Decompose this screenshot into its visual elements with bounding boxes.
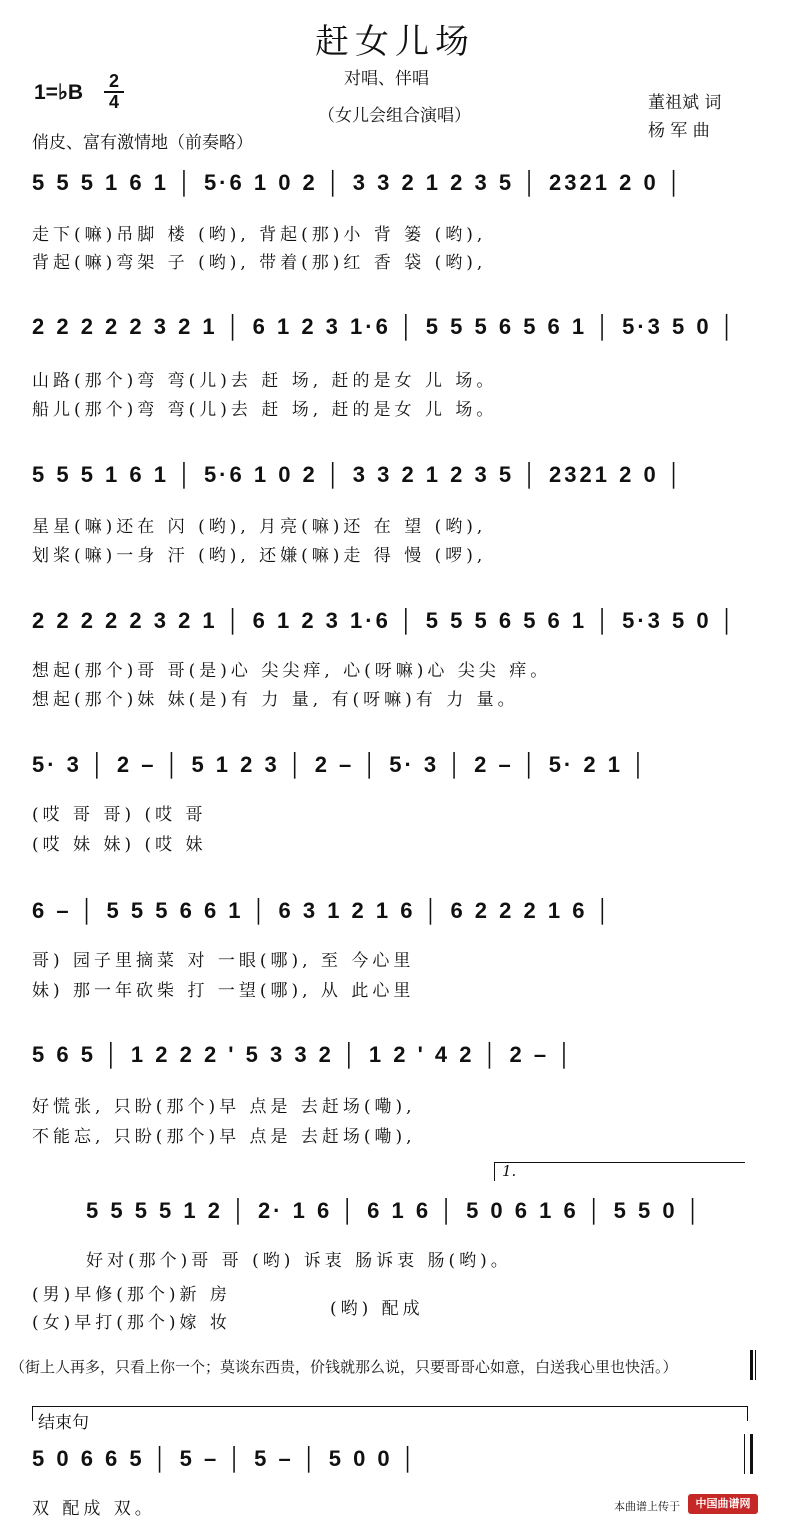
repeat-barline bbox=[750, 1350, 753, 1380]
lyric-line-verse-1: 星星(嘛)还在 闪 (哟), 月亮(嘛)还 在 望 (哟), bbox=[32, 517, 487, 537]
notation-line: 5 5 5 1 6 1 │ 5·6 1 0 2 │ 3 3 2 1 2 3 5 │ 2321 2 0 │ bbox=[32, 462, 685, 487]
lyric-line-verse-2: 船儿(那个)弯 弯(儿)去 赶 场, 赶的是女 儿 场。 bbox=[32, 400, 498, 420]
performer-note: （女儿会组合演唱） bbox=[318, 106, 471, 126]
notation-line: 5 6 5 │ 1 2 2 2 ' 5 3 3 2 │ 1 2 ' 4 2 │ 2 – │ bbox=[32, 1042, 575, 1067]
final-barline-thin bbox=[744, 1434, 745, 1474]
coda-bracket bbox=[32, 1406, 748, 1421]
notation-line: 5 5 5 5 1 2 │ 2· 1 6 │ 6 1 6 │ 5 0 6 1 6 │ 5 5 0 │ bbox=[86, 1198, 704, 1223]
lyric-line-verse-2: (哎 妹 妹) (哎 妹 bbox=[32, 835, 207, 855]
notation-line: 2 2 2 2 2 3 2 1 │ 6 1 2 3 1·6 │ 5 5 5 6 5 6 1 │ 5·3 5 0 │ bbox=[32, 314, 738, 339]
duet-male-line: (男)早修(那个)新 房 bbox=[32, 1285, 231, 1305]
composer-credit: 杨 军 曲 bbox=[648, 121, 710, 141]
final-barline bbox=[750, 1434, 753, 1474]
time-numerator: 2 bbox=[108, 71, 119, 91]
coda-lyric-line: 双 配成 双。 bbox=[32, 1499, 156, 1519]
lyric-line-verse-1: 走下(嘛)吊脚 楼 (哟), 背起(那)小 背 篓 (哟), bbox=[32, 225, 487, 245]
lyric-line: 好对(那个)哥 哥 (哟) 诉衷 肠诉衷 肠(哟)。 bbox=[86, 1251, 512, 1271]
tempo-marking: 俏皮、富有激情地（前奏略） bbox=[32, 133, 253, 153]
lyric-line-verse-1: 山路(那个)弯 弯(儿)去 赶 场, 赶的是女 儿 场。 bbox=[32, 371, 498, 391]
key-signature: 1=♭B bbox=[34, 81, 84, 104]
coda-label: 结束句 bbox=[38, 1413, 89, 1433]
lyric-line-verse-2: 想起(那个)妹 妹(是)有 力 量, 有(呀嘛)有 力 量。 bbox=[32, 690, 519, 710]
duet-female-line: (女)早打(那个)嫁 妆 bbox=[32, 1313, 231, 1333]
time-denominator: 4 bbox=[104, 91, 124, 112]
time-signature bbox=[104, 72, 124, 112]
coda-notation-line: 5 0 6 6 5 │ 5 – │ 5 – │ 5 0 0 │ bbox=[32, 1446, 419, 1471]
notation-line: 2 2 2 2 2 3 2 1 │ 6 1 2 3 1·6 │ 5 5 5 6 5 6 1 │ 5·3 5 0 │ bbox=[32, 608, 738, 633]
notation-line: 5 5 5 1 6 1 │ 5·6 1 0 2 │ 3 3 2 1 2 3 5 │ 2321 2 0 │ bbox=[32, 170, 685, 195]
lyric-line-verse-1: 好慌张, 只盼(那个)早 点是 去赶场(嘞), bbox=[32, 1097, 416, 1117]
upload-credit: 本曲谱上传于 bbox=[614, 1500, 680, 1513]
first-ending-mark: 1. bbox=[502, 1162, 517, 1180]
lyric-line-verse-1: (哎 哥 哥) (哎 哥 bbox=[32, 805, 207, 825]
lyric-line-verse-1: 哥) 园子里摘菜 对 一眼(哪), 至 今心里 bbox=[32, 951, 415, 971]
lyric-line-verse-2: 妹) 那一年砍柴 打 一望(哪), 从 此心里 bbox=[32, 981, 415, 1001]
notation-line: 5· 3 │ 2 – │ 5 1 2 3 │ 2 – │ 5· 3 │ 2 – │ 5· 2 1 │ bbox=[32, 752, 649, 777]
repeat-lyric-note: （街上人再多，只看上你一个；莫谈东西贵，价钱就那么说，只要哥哥心如意，白送我心里也快活。） bbox=[10, 1358, 678, 1376]
notation-line: 6 – │ 5 5 5 6 6 1 │ 6 3 1 2 1 6 │ 6 2 2 2 1 6 │ bbox=[32, 898, 614, 923]
lyric-line-verse-2: 划桨(嘛)一身 汗 (哟), 还嫌(嘛)走 得 慢 (啰), bbox=[32, 546, 487, 566]
repeat-barline-thin bbox=[755, 1350, 756, 1380]
score-subtitle: 对唱、伴唱 bbox=[344, 69, 429, 89]
lyricist-credit: 董祖斌 词 bbox=[648, 93, 722, 113]
lyric-line-verse-2: 不能忘, 只盼(那个)早 点是 去赶场(嘞), bbox=[32, 1127, 416, 1147]
site-logo[interactable]: 中国曲谱网 bbox=[688, 1494, 758, 1514]
lyric-line-verse-2: 背起(嘛)弯架 子 (哟), 带着(那)红 香 袋 (哟), bbox=[32, 253, 487, 273]
score-title: 赶女儿场 bbox=[315, 22, 475, 62]
lyric-line-verse-1: 想起(那个)哥 哥(是)心 尖尖痒, 心(呀嘛)心 尖尖 痒。 bbox=[32, 661, 552, 681]
first-ending-bracket bbox=[494, 1162, 745, 1181]
duet-response: (哟) 配成 bbox=[330, 1299, 424, 1319]
